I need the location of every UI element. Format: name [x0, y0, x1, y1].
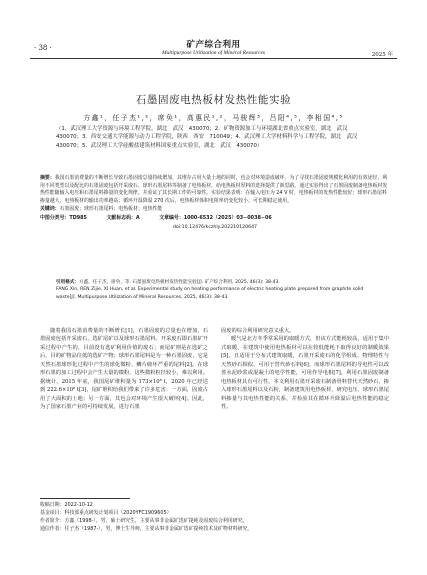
- article-meta: [40, 215, 390, 223]
- fund-info: 基金项目：科技部重点研发计划项目（2020YFC1909605）: [40, 510, 172, 516]
- citation-en: FANG Xin, REN Zijie, XI Huan, et al. Experimental study on heating performance of electric heating plate prepared from graphite solid waste[J]. Multipurpose Utilization of Mineral Resources, 2025, 46(3): 38-43.: [56, 287, 364, 300]
- abstract: [40, 175, 390, 205]
- page-header: [0, 0, 427, 78]
- abstract-text: 我国石墨消费量的不断增长导致石墨固废总量持续增加，其堆存占用大量土地的同时，也会对环境造成破坏，为了寻找石墨固废规模化利用的有效途径，利用不同类型以及配比的石墨固废包括开采废石、球形石墨尾料等制备了电热板材，给电热板材厚料的选择提供了新思路。通过实验得出了石墨固废制备电热板材发热性能随输入电压和石墨尾料掺量的变化规律，并验证了其长期工作的可靠性。实验结果表明：在输入电压为 24 V 时，电热板材的发热性能较好；球形石墨尾料掺量越大，电热板材的输出功率越高；循环升温降温 270 次后，电热板材体积电阻率仍变化较小，可长期稳定使用。: [40, 175, 388, 204]
- keywords-text: 石墨固废；球形石墨尾料；电热板材；电热性能: [59, 206, 163, 213]
- body-left-column: [40, 327, 208, 412]
- keywords-label: 关键词：: [40, 206, 60, 213]
- article-id: 文章编号：1000-6532（2025）03−0038−06: [159, 214, 272, 221]
- body-paragraph: 随着我国石墨消费量的不断增长[1]，石墨固废的总量也在增加，石墨固废包括开采废石、选矿尾矿以及球形石墨尾料。开采废石即石墨矿开采过程中产生的，目前没有选矿利用价值的废石；而尾矿则是在选矿之后，目的矿物品位低的选矿产物；球形石墨尾料是为一种石墨固废，它是天然石墨球形化过程中产生的球化微粉、鳞片破坏严重的尾料[2]。在球形石墨的加工过程中会产生大量的微粉，这些微粉粒径较小，难以利用。据统计，2015 年底，我国尾矿堆积量为 173×10⁸ t，2020 年已经达到 222.6×10⁸ t[3]，尾矿堆积给我们带来了许多危害：一方面，固废占用了大面积的土地；另一方面，其也会对环境产生很大破坏[4]。因此，为了国家石墨产业的可持续发展，进行石墨: [40, 328, 208, 411]
- footnote-rule: [40, 498, 130, 499]
- keywords: [40, 206, 390, 214]
- page-number: · 38 ·: [34, 44, 52, 52]
- article-title: 石墨固废电热板材发热性能实验: [135, 94, 292, 106]
- first-author-bio: 作者简介：方鑫（1998-），男，硕士研究生，主要从事非金属矿选矿提纯及固废综合利用研究。: [40, 518, 248, 524]
- body-paragraph: 固废的综合利用研究意义重大。: [221, 328, 295, 334]
- article-authors: 方鑫¹，任子杰¹,²，席奂¹，高惠民¹,²，马骏辉³，吕阳⁴,⁵，李相国⁴,⁵: [83, 114, 344, 122]
- abstract-section: [40, 175, 390, 231]
- document-code: 文献标志码：A: [106, 214, 140, 221]
- body-right-column: [221, 327, 389, 412]
- author-affiliations: （1．武汉理工大学资源与环境工程学院，湖北 武汉 430070；2．矿物资源加工与环境湖北省重点实验室，湖北 武汉 430070；3．西安交通大学能源与动力工程学院，陕西 西安 710049；4．武汉理工大学材料科学与工程学院，湖北 武汉 430070；5．武汉理工大学硅酸盐建筑材料国家重点实验室，湖北 武汉 430070）: [56, 126, 363, 149]
- clc-code: 中图分类号：TD985: [40, 214, 87, 221]
- body-paragraph: 暖气是北方冬季常采用的取暖方式，但该方式能耗较高，适用于集中式取暖，在建筑中使用电热板材可以在较低能耗下取得良好的制暖效果[5]，且适用于分布式建筑取暖，石墨开采废石的化学组成、物理特性与天然砂石相似，可用于替代砂石料[6]；而球形石墨尾料的导电性可以改善水泥砂浆或混凝土的电学性能，可用作导电相[7]，利用石墨固废制备电热板材具有可行性。本文利用石墨开采废石制备骨料替代天然砂石，掺入球形石墨尾料以及石粉，制备建筑用电热板材，研究电压、球形石墨尾料掺量与其电热性能的关系，并检验其在循环升降温后电热性能的稳定性。: [221, 336, 389, 411]
- doi[interactable]: doi:10.12476/kczhly.202210120647: [172, 224, 258, 230]
- footnotes: [40, 501, 390, 533]
- received-date: 收稿日期：2022-10-12: [40, 502, 93, 508]
- citation-label: 引用格式：: [56, 280, 79, 285]
- journal-title-en: Multipurpose Utilization of Mineral Resources: [161, 50, 266, 56]
- journal-title-cn: 矿产综合利用: [186, 40, 241, 50]
- citation-format: [56, 279, 370, 301]
- citation-cn: 方鑫，任子杰，席奂，等. 石墨固废电热板材发热性能实验[J]. 矿产综合利用, 2025, 46(3): 38-43.: [78, 280, 280, 285]
- header-rule: [30, 58, 397, 59]
- corresponding-author-bio: 通信作者：任子杰（1987-），男，博士生导师，主要从事非金属矿选矿提纯技术及矿物材料研究。: [40, 526, 253, 532]
- abstract-label: 摘要：: [40, 175, 55, 181]
- journal-year: 2025 年: [371, 52, 393, 58]
